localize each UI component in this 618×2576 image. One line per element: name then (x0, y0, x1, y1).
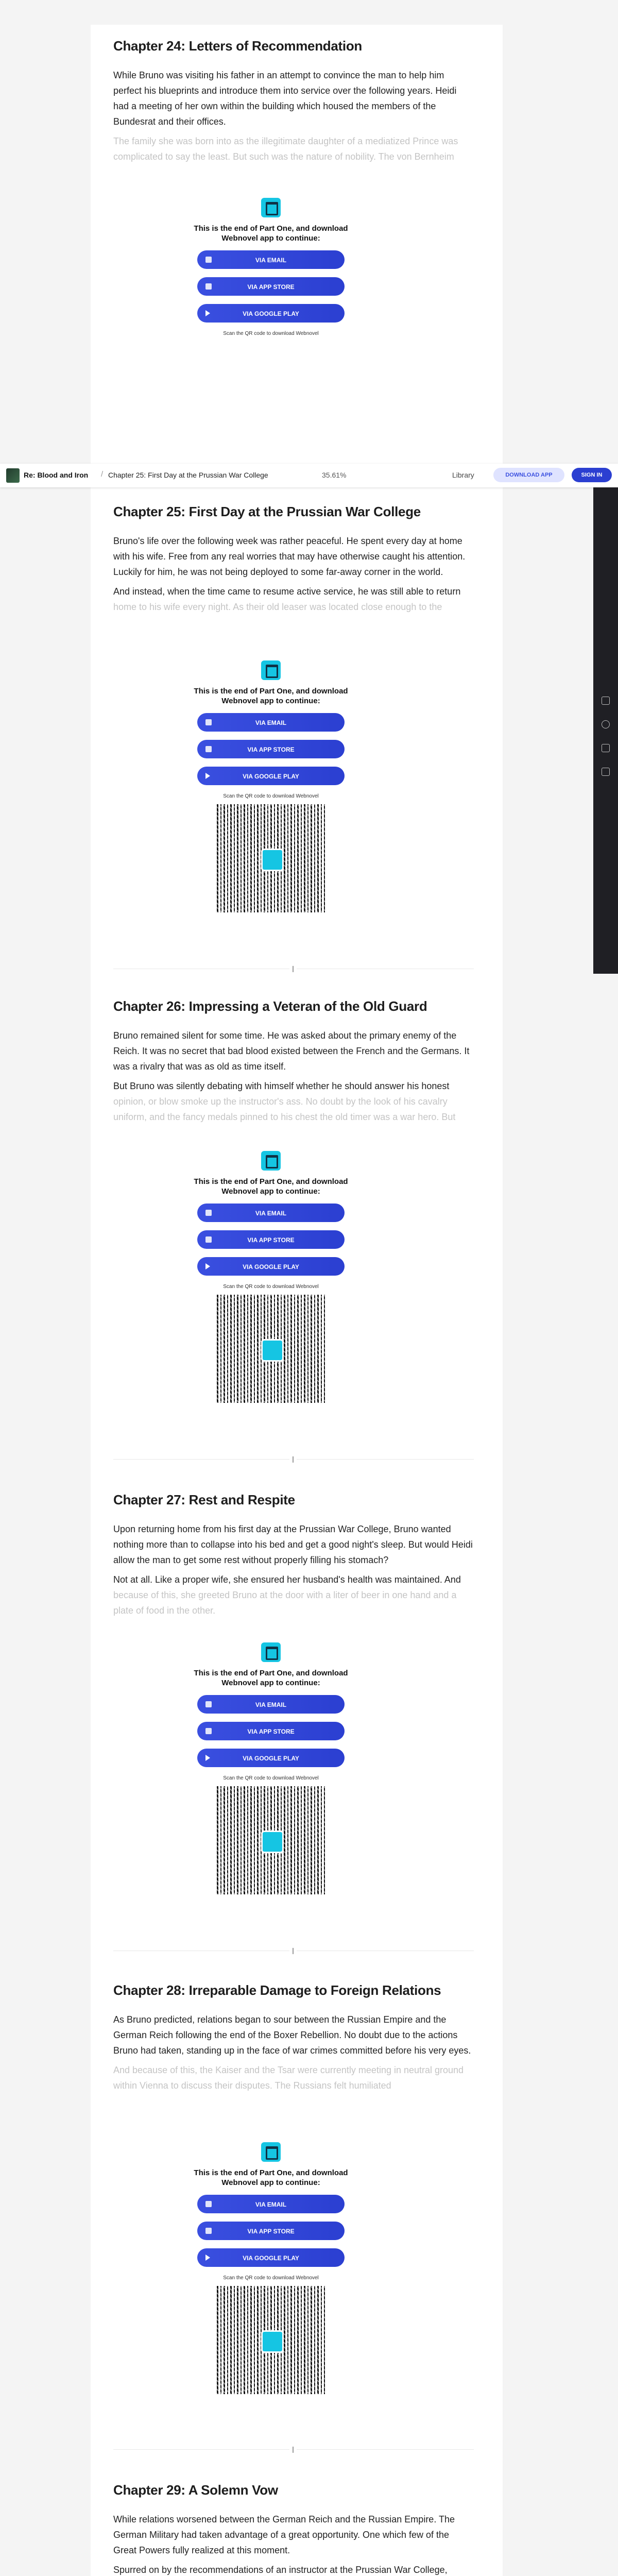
via-app-store-button[interactable] (197, 2222, 345, 2240)
via-google-play-button[interactable] (197, 2248, 345, 2267)
chapter-26 (113, 998, 474, 1129)
chapter-title: Chapter 26: Impressing a Veteran of the Old Guard (113, 998, 427, 1014)
qr-caption: Scan the QR code to download Webnovel (223, 793, 319, 799)
comment-icon[interactable] (602, 744, 610, 752)
webnovel-logo-icon (261, 849, 284, 871)
chapter-title: Chapter 24: Letters of Recommendation (113, 38, 362, 54)
qr-code (217, 1295, 325, 1403)
qr-caption: Scan the QR code to download Webnovel (223, 2275, 319, 2281)
apple-icon (205, 1728, 212, 1734)
via-app-store-button[interactable] (197, 1230, 345, 1249)
via-email-button[interactable] (197, 1695, 345, 1714)
button-label: VIA APP STORE (247, 1236, 295, 1244)
chapter-paragraph: Bruno remained silent for some time. He was asked about the primary enemy of the Reich. It was no secret that bad blood existed between the French and the Germans. It was a rivalry that was as old as time itself. (113, 1030, 470, 1072)
webnovel-logo-icon (261, 1339, 284, 1362)
chapter-paragraph: As Bruno predicted, relations began to sour between the Russian Empire and the German Reich following the end of the Boxer Rebellion. No doubt due to the actions Bruno had taken, standing up in the face of war crimes committed before his very eyes. (113, 2014, 471, 2056)
chapter-paragraph-faded: because of this, she greeted Bruno at the door with a liter of beer in one hand and a plate of food in the other. (113, 1590, 457, 1616)
library-link[interactable]: Library (452, 471, 474, 479)
qr-code (217, 2286, 325, 2394)
download-prompt (194, 2142, 348, 2394)
google-play-icon (205, 310, 210, 316)
webnovel-app-icon (261, 1642, 281, 1662)
via-app-store-button[interactable] (197, 740, 345, 758)
qr-caption: Scan the QR code to download Webnovel (223, 331, 319, 336)
via-google-play-button[interactable] (197, 1257, 345, 1276)
chapter-paragraph: Spurred on by the recommendations of an instructor at the Prussian War College, (113, 2565, 448, 2575)
google-play-icon (205, 1263, 210, 1269)
via-email-button[interactable] (197, 1204, 345, 1222)
qr-code (217, 1786, 325, 1894)
download-prompt (194, 198, 348, 342)
download-app-button[interactable]: DOWNLOAD APP (493, 468, 564, 482)
webnovel-app-icon (261, 198, 281, 217)
chapter-paragraph: And instead, when the time came to resume active service, he was still able to return (113, 586, 461, 597)
divider-mark-icon: ❙ (290, 1947, 296, 1954)
download-prompt (194, 660, 348, 912)
divider-mark-icon: ❙ (290, 1455, 296, 1463)
webnovel-app-icon (261, 2142, 281, 2162)
email-icon (205, 257, 212, 263)
button-label: VIA GOOGLE PLAY (243, 1755, 299, 1762)
chapter-paragraph-faded: opinion, or blow smoke up the instructor's ass. No doubt by the look of his cavalry uniform, and the fancy medals pinned to his chest the old timer was a war hero. But (113, 1096, 456, 1122)
via-app-store-button[interactable] (197, 1722, 345, 1740)
button-label: VIA EMAIL (255, 257, 287, 264)
chapter-27 (113, 1492, 474, 1622)
reader-side-toolbar (593, 487, 618, 974)
webnovel-app-icon (261, 1151, 281, 1171)
google-play-icon (205, 773, 210, 779)
button-label: VIA GOOGLE PLAY (243, 773, 299, 780)
chapter-29 (113, 2482, 474, 2576)
via-email-button[interactable] (197, 250, 345, 269)
chapter-paragraph: While relations worsened between the German Reich and the Russian Empire. The German Military had taken advantage of a great opportunity. One which few of the Great Powers fully realized at this moment. (113, 2514, 455, 2555)
google-play-icon (205, 2255, 210, 2261)
webnovel-app-icon (261, 660, 281, 680)
end-of-part-text: This is the end of Part One, and download Webnovel app to continue: (194, 687, 348, 705)
chapter-title: Chapter 28: Irreparable Damage to Foreign Relations (113, 1982, 441, 1998)
apple-icon (205, 746, 212, 752)
qr-caption: Scan the QR code to download Webnovel (223, 1775, 319, 1781)
button-label: VIA APP STORE (247, 1728, 295, 1735)
chapter-paragraph-faded: And because of this, the Kaiser and the Tsar were currently meeting in neutral ground within Vienna to discuss their disputes. The Russians felt humiliated (113, 2065, 464, 2091)
button-label: VIA EMAIL (255, 2201, 287, 2208)
chapter-paragraph: Not at all. Like a proper wife, she ensured her husband's health was maintained. And (113, 1574, 461, 1585)
via-email-button[interactable] (197, 2195, 345, 2213)
end-of-part-text: This is the end of Part One, and download Webnovel app to continue: (194, 1669, 348, 1687)
chapter-paragraph-faded: The family she was born into as the illegitimate daughter of a mediatized Prince was complicated to say the least. But such was the nature of nobility. The von Bernheim (113, 136, 458, 162)
end-of-part-text: This is the end of Part One, and download Webnovel app to continue: (194, 224, 348, 243)
sign-in-button[interactable]: SIGN IN (572, 468, 612, 482)
chapter-title: Chapter 27: Rest and Respite (113, 1492, 295, 1507)
qr-code (217, 804, 325, 912)
email-icon (205, 2201, 212, 2207)
download-prompt (194, 1151, 348, 1403)
webnovel-logo-icon (261, 2330, 284, 2353)
button-label: VIA APP STORE (247, 746, 295, 753)
book-title[interactable]: Re: Blood and Iron (24, 471, 89, 479)
chapter-25 (113, 504, 474, 619)
qr-caption: Scan the QR code to download Webnovel (223, 1284, 319, 1290)
apple-icon (205, 2228, 212, 2234)
chapter-divider (113, 1455, 474, 1463)
chapter-paragraph: Upon returning home from his first day at the Prussian War College, Bruno wanted nothing more than to collapse into his bed and get a good night's sleep. But would Heidi allow the man to get some rest without properly filling his stomach? (113, 1524, 473, 1565)
chapter-28 (113, 1982, 474, 2097)
chapter-paragraph-faded: home to his wife every night. As their old leaser was located close enough to the (113, 602, 442, 612)
button-label: VIA EMAIL (255, 719, 287, 726)
apple-icon (205, 283, 212, 290)
chapter-title: Chapter 29: A Solemn Vow (113, 2482, 278, 2498)
reading-progress: 35.61% (322, 471, 347, 479)
divider-mark-icon: ❙ (290, 2446, 296, 2453)
button-label: VIA APP STORE (247, 2228, 295, 2235)
end-of-part-text: This is the end of Part One, and download Webnovel app to continue: (194, 2168, 348, 2187)
via-google-play-button[interactable] (197, 304, 345, 323)
via-google-play-button[interactable] (197, 1749, 345, 1767)
google-play-icon (205, 1755, 210, 1761)
settings-icon[interactable] (602, 720, 610, 728)
via-app-store-button[interactable] (197, 277, 345, 296)
chapter-paragraph: Bruno's life over the following week was rather peaceful. He spent every day at home with his wife. Free from any real worries that may have otherwise caught his attention. Luckily for him, he was not being deployed to some far-away corner in the world. (113, 536, 466, 577)
gift-icon[interactable] (602, 768, 610, 776)
download-prompt (194, 1642, 348, 1894)
button-label: VIA GOOGLE PLAY (243, 2255, 299, 2262)
button-label: VIA GOOGLE PLAY (243, 310, 299, 317)
divider-mark-icon: ❙ (290, 965, 296, 972)
button-label: VIA EMAIL (255, 1701, 287, 1708)
via-google-play-button[interactable] (197, 767, 345, 785)
button-label: VIA GOOGLE PLAY (243, 1263, 299, 1270)
apple-icon (205, 1236, 212, 1243)
button-label: VIA EMAIL (255, 1210, 287, 1217)
reader-top-bar (0, 464, 618, 487)
chapter-paragraph: While Bruno was visiting his father in an attempt to convince the man to help him perfect his blueprints and introduce them into service over the following years. Heidi had a meeting of her own within the building which housed the members of the Bundesrat and their offices. (113, 70, 457, 127)
book-cover-thumbnail[interactable] (6, 468, 20, 483)
button-label: VIA APP STORE (247, 283, 295, 291)
chapter-title: Chapter 25: First Day at the Prussian War College (113, 504, 421, 519)
current-chapter-title[interactable]: Chapter 25: First Day at the Prussian War College (108, 471, 268, 479)
reader-page (91, 25, 503, 2576)
chapter-24 (113, 38, 474, 168)
chapter-divider (113, 2446, 474, 2453)
webnovel-logo-icon (261, 1831, 284, 1853)
email-icon (205, 719, 212, 725)
email-icon (205, 1701, 212, 1707)
breadcrumb-separator: / (101, 470, 104, 479)
table-of-contents-icon[interactable] (602, 697, 610, 705)
chapter-paragraph: But Bruno was silently debating with himself whether he should answer his honest (113, 1081, 450, 1091)
end-of-part-text: This is the end of Part One, and download Webnovel app to continue: (194, 1177, 348, 1196)
email-icon (205, 1210, 212, 1216)
via-email-button[interactable] (197, 713, 345, 732)
